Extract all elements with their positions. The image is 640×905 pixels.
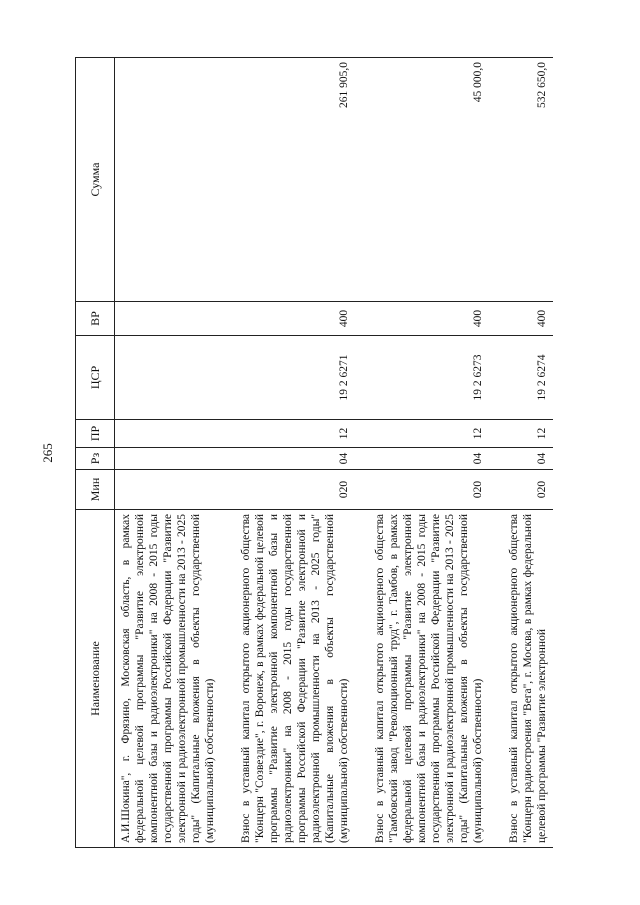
- header-name: Наименование: [76, 510, 115, 848]
- row-sum: [115, 58, 222, 302]
- row-sum: 45 000,0: [369, 58, 489, 302]
- row-pr: 12: [369, 420, 489, 448]
- row-csr: [115, 336, 222, 420]
- row-name: Взнос в уставный капитал открытого акционерного общества "Концерн "Созвездие", г. Воронеж, в рамках федеральной целевой программы "Развитие электронной компонентной базы и радиоэлектроники" на 2008 - 2015 годы государственной программы Российской Федерации "Развитие электронной и радиоэлектронной промышленности на 2013 - 2025 годы" (Капитальные вложения в объекты государственной (муниципальной) собственности): [235, 510, 355, 848]
- row-vr: [115, 302, 222, 336]
- row-sum: 532 650,0: [503, 58, 553, 302]
- table-header-row: [76, 58, 115, 848]
- page-number: [38, 438, 58, 468]
- row-csr: 19 2 6274: [503, 336, 553, 420]
- row-csr: 19 2 6271: [235, 336, 355, 420]
- table-row: [235, 58, 355, 848]
- table-row: [503, 58, 553, 848]
- budget-table-frame: [75, 58, 595, 848]
- row-name: Взнос в уставный капитал открытого акционерного общества "Тамбовский завод "Революционный труд", г. Тамбов, в рамках федеральной целевой программы "Развитие электронной компонентной базы и радиоэлектроники" на 2008 - 2015 годы государственной программы Российской Федерации "Развитие электронной и радиоэлектронной промышленности на 2013 - 2025 годы" (Капитальные вложения в объекты государственной (муниципальной) собственности): [369, 510, 489, 848]
- row-csr: 19 2 6273: [369, 336, 489, 420]
- row-min: [115, 470, 222, 510]
- header-sum: Сумма: [76, 58, 115, 302]
- table-row: [369, 58, 489, 848]
- header-csr: ЦСР: [76, 336, 115, 420]
- row-name: Взнос в уставный капитал открытого акционерного общества "Концерн радиостроения "Вега", г. Москва, в рамках федеральной целевой программы "Развитие электронной: [503, 510, 553, 848]
- row-name: А.И.Шокина", г. Фрязино, Московская область, в рамках федеральной целевой программы "Развитие электронной компонентной базы и радиоэлектроники" на 2008 - 2015 годы государственной программы Российской Федерации "Развитие электронной и радиоэлектронной промышленности на 2013 - 2025 годы" (Капитальные вложения в объекты государственной (муниципальной) собственности): [115, 510, 222, 848]
- row-vr: 400: [369, 302, 489, 336]
- header-rz: Рз: [76, 448, 115, 470]
- row-rz: [115, 448, 222, 470]
- row-rz: 04: [503, 448, 553, 470]
- table-row: [115, 58, 222, 848]
- row-vr: 400: [235, 302, 355, 336]
- row-pr: [115, 420, 222, 448]
- row-min: 020: [503, 470, 553, 510]
- header-min: Мин: [76, 470, 115, 510]
- header-vr: ВР: [76, 302, 115, 336]
- row-min: 020: [369, 470, 489, 510]
- row-rz: 04: [235, 448, 355, 470]
- row-rz: 04: [369, 448, 489, 470]
- budget-table: [75, 57, 553, 848]
- page-number-text: 265: [40, 443, 55, 463]
- row-pr: 12: [235, 420, 355, 448]
- row-min: 020: [235, 470, 355, 510]
- row-pr: 12: [503, 420, 553, 448]
- row-vr: 400: [503, 302, 553, 336]
- header-pr: ПР: [76, 420, 115, 448]
- row-sum: 261 905,0: [235, 58, 355, 302]
